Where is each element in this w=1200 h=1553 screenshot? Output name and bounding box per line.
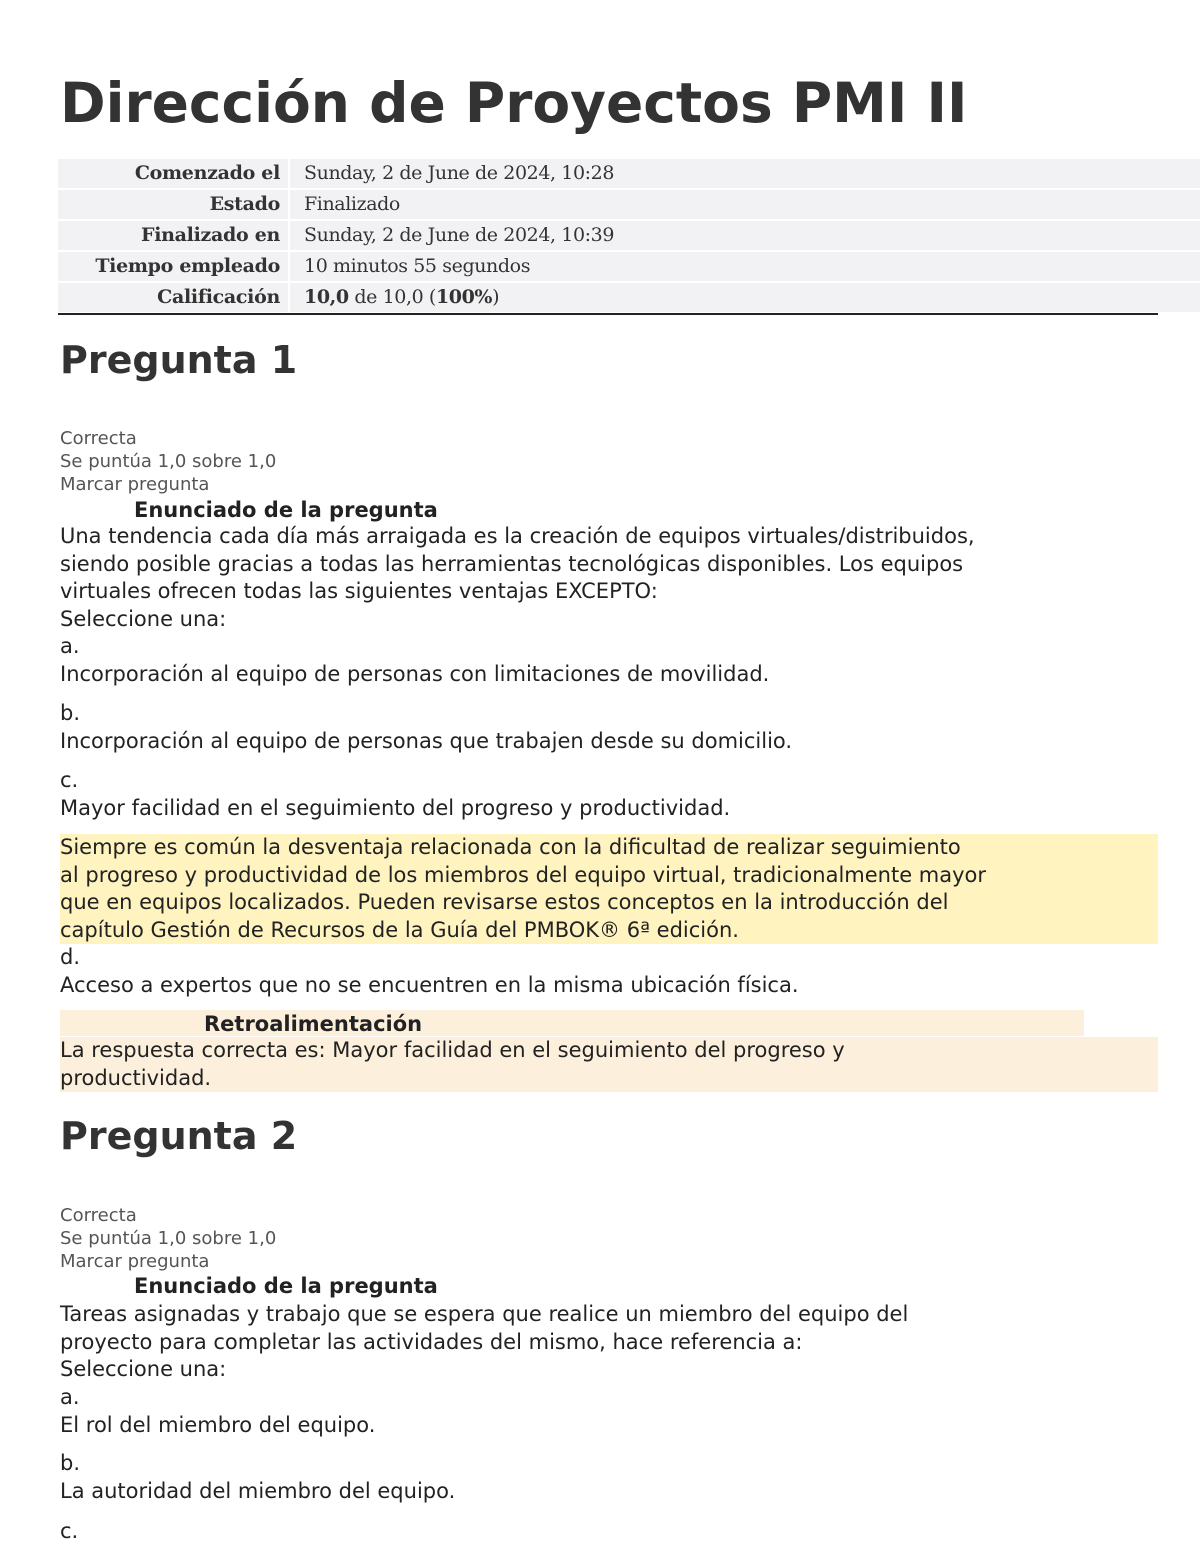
option-text: Incorporación al equipo de personas con limitaciones de movilidad. — [60, 661, 770, 686]
question-1-option-c[interactable] — [60, 767, 1158, 822]
attempt-summary-table — [58, 157, 1200, 314]
question-status: Correcta — [60, 1205, 137, 1226]
question-status: Correcta — [60, 428, 137, 449]
select-one-prompt: Seleccione una: — [60, 606, 227, 631]
summary-label: Finalizado en — [58, 221, 288, 250]
question-2-info — [60, 1204, 276, 1273]
grade-value — [288, 283, 1200, 312]
question-score: Se puntúa 1,0 sobre 1,0 — [60, 451, 277, 472]
feedback-line: La respuesta correcta es: Mayor facilidad en el seguimiento del progreso y — [60, 1038, 845, 1062]
question-text-line: siendo posible gracias a todas las herramientas tecnológicas disponibles. Los equipos — [60, 551, 964, 576]
feedback-line: al progreso y productividad de los miembros del equipo virtual, tradicionalmente mayor — [60, 862, 987, 887]
grade-of: de 10,0 ( — [348, 286, 436, 308]
question-2-option-a[interactable] — [60, 1384, 1158, 1439]
summary-row-state — [58, 190, 1200, 219]
summary-row-started — [58, 159, 1200, 188]
question-score: Se puntúa 1,0 sobre 1,0 — [60, 1228, 277, 1249]
select-one-prompt: Seleccione una: — [60, 1357, 227, 1381]
feedback-heading-bar — [60, 1010, 1084, 1036]
flag-question-link[interactable]: Marcar pregunta — [60, 474, 210, 495]
summary-row-finished — [58, 221, 1200, 250]
question-text-line: Una tendencia cada día más arraigada es la creación de equipos virtuales/distribuidos, — [60, 524, 975, 548]
summary-divider — [58, 313, 1158, 315]
option-letter: c. — [60, 1519, 79, 1543]
option-letter: a. — [60, 1385, 80, 1409]
question-1-info — [60, 427, 276, 496]
summary-row-grade — [58, 283, 1200, 312]
grade-percent: 100% — [435, 286, 493, 308]
summary-value: 10 minutos 55 segundos — [288, 252, 1200, 281]
question-2-statement-heading: Enunciado de la pregunta — [134, 1274, 438, 1298]
option-text: Mayor facilidad en el seguimiento del progreso y productividad. — [60, 795, 731, 820]
summary-row-time-taken — [58, 252, 1200, 281]
option-letter: a. — [60, 634, 80, 658]
summary-value: Sunday, 2 de June de 2024, 10:39 — [288, 221, 1200, 250]
question-text-line: Tareas asignadas y trabajo que se espera que realice un miembro del equipo del — [60, 1302, 909, 1326]
option-text: El rol del miembro del equipo. — [60, 1412, 376, 1437]
summary-label: Comenzado el — [58, 159, 288, 188]
grade-close: ) — [492, 286, 500, 308]
summary-label: Estado — [58, 190, 288, 219]
option-c-specific-feedback — [60, 834, 1158, 944]
feedback-line: que en equipos localizados. Pueden revisarse estos conceptos en la introducción del — [60, 890, 949, 914]
question-1-option-b[interactable] — [60, 700, 1158, 755]
option-letter: d. — [60, 945, 81, 969]
option-letter: b. — [60, 701, 81, 725]
question-text-line: virtuales ofrecen todas las siguientes ventajas EXCEPTO: — [60, 579, 658, 603]
summary-label: Calificación — [58, 283, 288, 312]
question-1-heading: Pregunta 1 — [60, 338, 298, 382]
feedback-line: Siempre es común la desventaja relacionada con la dificultad de realizar seguimiento — [60, 835, 961, 859]
grade-score: 10,0 — [304, 286, 349, 308]
question-text-line: proyecto para completar las actividades del mismo, hace referencia a: — [60, 1329, 803, 1354]
option-letter: b. — [60, 1451, 81, 1475]
question-1-option-a[interactable] — [60, 633, 1158, 688]
question-1-option-d[interactable] — [60, 944, 1158, 999]
feedback-heading: Retroalimentación — [204, 1012, 423, 1036]
feedback-line: capítulo Gestión de Recursos de la Guía del PMBOK® 6ª edición. — [60, 917, 739, 942]
question-2-heading: Pregunta 2 — [60, 1114, 298, 1158]
feedback-line: productividad. — [60, 1065, 212, 1090]
option-text: La autoridad del miembro del equipo. — [60, 1478, 456, 1503]
question-2-option-c[interactable] — [60, 1518, 1158, 1546]
question-1-text — [60, 523, 1158, 633]
question-1-statement-heading: Enunciado de la pregunta — [134, 498, 438, 522]
page-title: Dirección de Proyectos PMI II — [60, 71, 968, 135]
option-text: Acceso a expertos que no se encuentren en la misma ubicación física. — [60, 972, 799, 997]
flag-question-link[interactable]: Marcar pregunta — [60, 1251, 210, 1272]
question-2-option-b[interactable] — [60, 1450, 1158, 1505]
general-feedback — [60, 1037, 1158, 1092]
summary-value: Finalizado — [288, 190, 1200, 219]
question-2-text — [60, 1301, 1158, 1384]
summary-label: Tiempo empleado — [58, 252, 288, 281]
option-text: Incorporación al equipo de personas que trabajen desde su domicilio. — [60, 728, 793, 753]
summary-value: Sunday, 2 de June de 2024, 10:28 — [288, 159, 1200, 188]
option-letter: c. — [60, 768, 79, 792]
